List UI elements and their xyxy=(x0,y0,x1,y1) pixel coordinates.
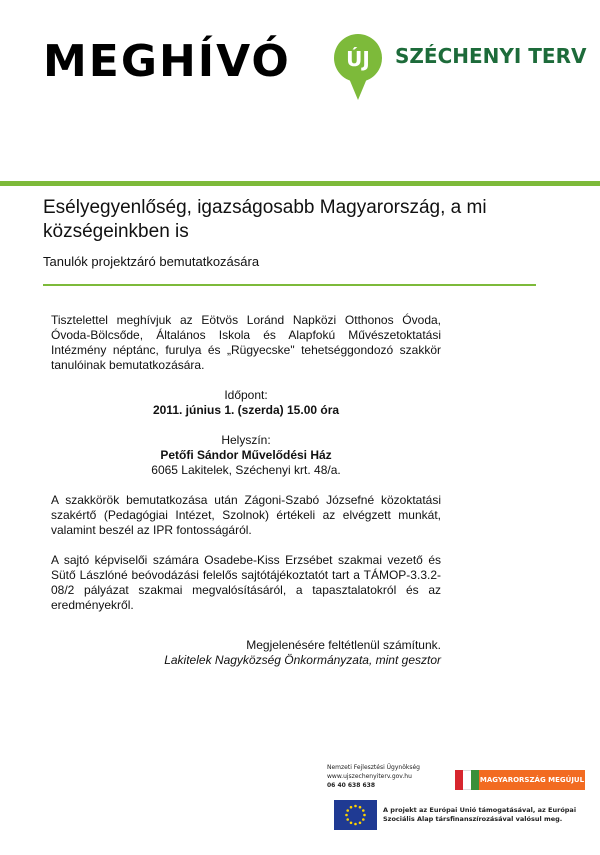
signature-block xyxy=(51,638,441,668)
szechenyi-terv-logo xyxy=(330,30,590,110)
place-name: Petőfi Sándor Művelődési Ház xyxy=(160,448,332,462)
agency-phone: 06 40 638 638 xyxy=(327,782,376,789)
intro-paragraph: Tisztelettel meghívjuk az Eötvös Loránd Napközi Otthonos Óvoda, Óvoda-Bölcsőde, Általános Iskola és Alapfokú Művészetoktatási Intézmény néptánc, furulya és „Rügyecske" tehetséggondozó szakkör tanulóinak bemutatkozására. xyxy=(51,313,441,372)
place-address: 6065 Lakitelek, Széchenyi krt. 48/a. xyxy=(151,463,341,477)
agency-block xyxy=(327,763,420,790)
flag-stripe-white xyxy=(463,770,471,790)
time-label: Időpont: xyxy=(224,388,268,402)
event-subheading: Tanulók projektzáró bemutatkozására xyxy=(43,254,260,269)
page-title: MEGHÍVÓ xyxy=(43,36,291,87)
flag-stripe-green xyxy=(471,770,479,790)
flag-label: MAGYARORSZÁG MEGÚJUL xyxy=(479,770,585,790)
magyarorszag-megujul-logo xyxy=(455,770,585,790)
logo-badge-text: ÚJ xyxy=(346,47,370,71)
agency-url: www.ujszechenyiterv.gov.hu xyxy=(327,773,412,780)
event-heading: Esélyegyenlőség, igazságosabb Magyarország, a mi községeinkben is xyxy=(43,197,487,242)
eu-flag-icon xyxy=(334,800,377,830)
eu-funding-note: A projekt az Európai Unió támogatásával, az Európai Szociális Alap társfinanszírozásával valósul meg. xyxy=(383,806,577,823)
header-divider xyxy=(0,181,600,186)
signature-organization: Lakitelek Nagyközség Önkormányzata, mint gesztor xyxy=(164,653,441,667)
invitation-body xyxy=(51,313,441,628)
logo-pin-icon xyxy=(334,34,382,100)
logo-text: SZÉCHENYI TERV xyxy=(395,44,587,68)
section-divider xyxy=(43,284,536,286)
flag-stripe-red xyxy=(455,770,463,790)
evaluation-paragraph: A szakkörök bemutatkozása után Zágoni-Szabó Józsefné közoktatási szakértő (Pedagógiai Intézet, Szolnok) értékeli az elvégzett munkát, valamint beszél az IPR fontosságáról. xyxy=(51,493,441,537)
agency-name: Nemzeti Fejlesztési Ügynökség xyxy=(327,764,420,771)
time-value: 2011. június 1. (szerda) 15.00 óra xyxy=(152,403,340,417)
press-paragraph: A sajtó képviselői számára Osadebe-Kiss Erzsébet szakmai vezető és Sütő Lászlóné beóvodázási felelős sajtótájékoztatót tart a TÁMOP-3.3.2-08/2 pályázat szakmai megvalósításáról, a tapasztalatokról és az eredményekről. xyxy=(51,553,441,612)
signature-line: Megjelenésére feltétlenül számítunk. xyxy=(246,638,441,652)
place-label: Helyszín: xyxy=(221,433,271,447)
